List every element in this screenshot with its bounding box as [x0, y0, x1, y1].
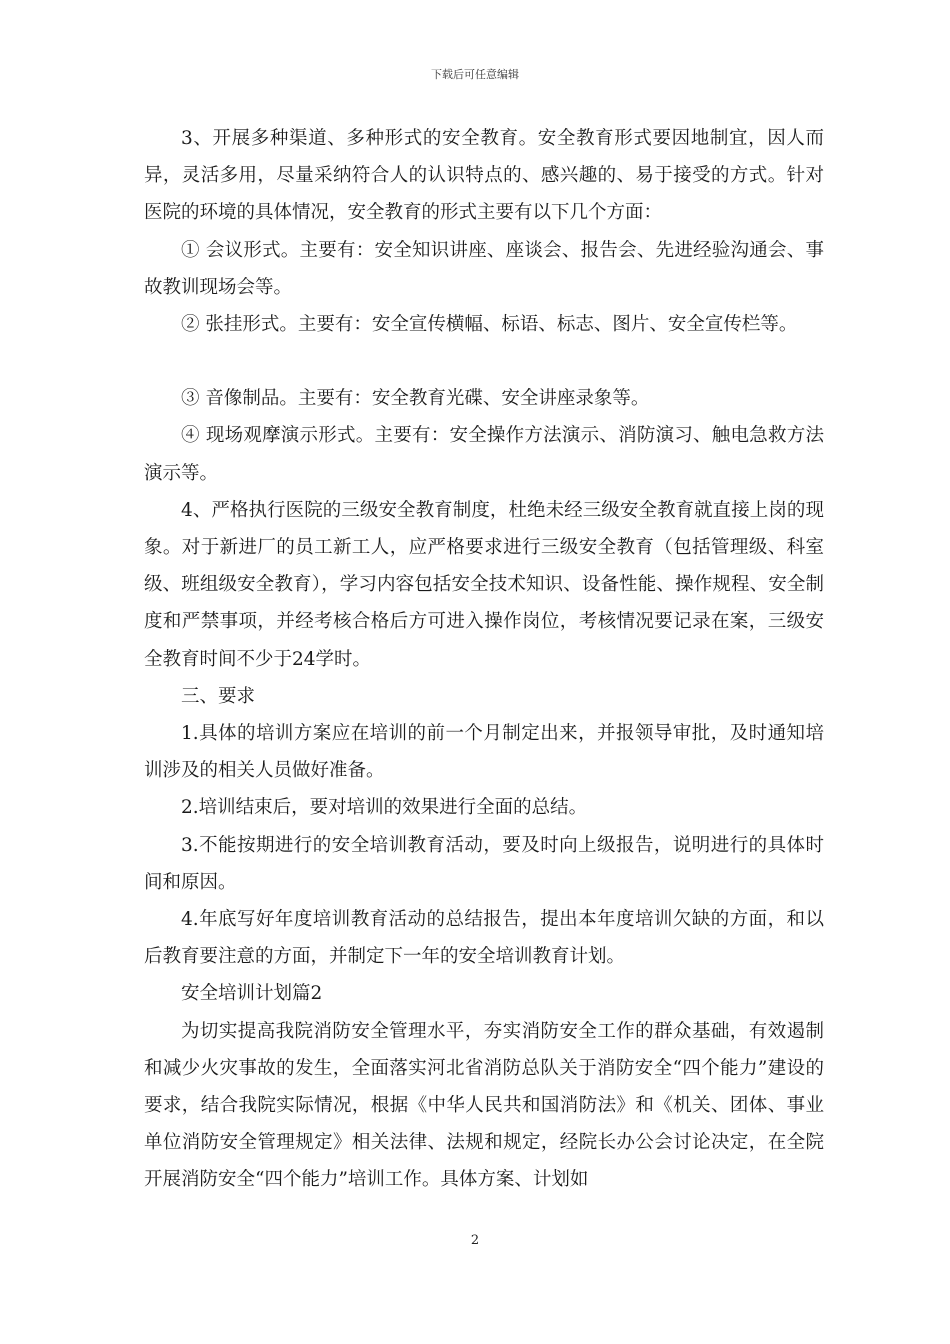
- page-header: 下载后可任意编辑: [431, 68, 519, 81]
- paragraph-meeting-form: ① 会议形式。主要有：安全知识讲座、座谈会、报告会、先进经验沟通会、事故教训现场会等。: [144, 239, 824, 298]
- document-body: [144, 120, 824, 1199]
- paragraph-audio-video: ③ 音像制品。主要有：安全教育光碟、安全讲座录象等。: [181, 388, 650, 410]
- requirement-item-3: 3.不能按期进行的安全培训教育活动，要及时向上级报告，说明进行的具体时间和原因。: [144, 834, 824, 893]
- requirement-item-4: 4.年底写好年度培训教育活动的总结报告，提出本年度培训欠缺的方面，和以后教育要注意的方面，并制定下一年的安全培训教育计划。: [144, 909, 824, 968]
- requirement-item-2: 2.培训结束后，要对培训的效果进行全面的总结。: [181, 797, 588, 819]
- blank-line: [144, 343, 824, 380]
- article-heading-part-2: 安全培训计划篇2: [181, 983, 323, 1005]
- paragraph-education-forms: 3、开展多种渠道、多种形式的安全教育。安全教育形式要因地制宜，因人而异，灵活多用，尽量采纳符合人的认识特点的、感兴趣的、易于接受的方式。针对医院的环境的具体情况，安全教育的形式主要有以下几个方面：: [144, 128, 824, 224]
- section-heading-requirements: 三、要求: [181, 685, 256, 707]
- requirement-item-1: 1.具体的培训方案应在培训的前一个月制定出来，并报领导审批，及时通知培训涉及的相关人员做好准备。: [144, 723, 824, 782]
- paragraph-three-level-education: 4、严格执行医院的三级安全教育制度，杜绝未经三级安全教育就直接上岗的现象。对于新进厂的员工新工人，应严格要求进行三级安全教育（包括管理级、科室级、班组级安全教育），学习内容包括安全技术知识、设备性能、操作规程、安全制度和严禁事项，并经考核合格后方可进入操作岗位，考核情况要记录在案，三级安全教育时间不少于24学时。: [144, 499, 824, 670]
- paragraph-demonstration: ④ 现场观摩演示形式。主要有：安全操作方法演示、消防演习、触电急救方法演示等。: [144, 425, 824, 484]
- paragraph-hanging-form: ② 张挂形式。主要有：安全宣传横幅、标语、标志、图片、安全宣传栏等。: [181, 314, 798, 336]
- paragraph-fire-safety-intro: 为切实提高我院消防安全管理水平，夯实消防安全工作的群众基础，有效遏制和减少火灾事故的发生，全面落实河北省消防总队关于消防安全“四个能力”建设的要求，结合我院实际情况，根据《中华人民共和国消防法》和《机关、团体、事业单位消防安全管理规定》相关法律、法规和规定，经院长办公会讨论决定，在全院开展消防安全“四个能力”培训工作。具体方案、计划如: [144, 1020, 824, 1191]
- page-number: 2: [470, 1233, 480, 1248]
